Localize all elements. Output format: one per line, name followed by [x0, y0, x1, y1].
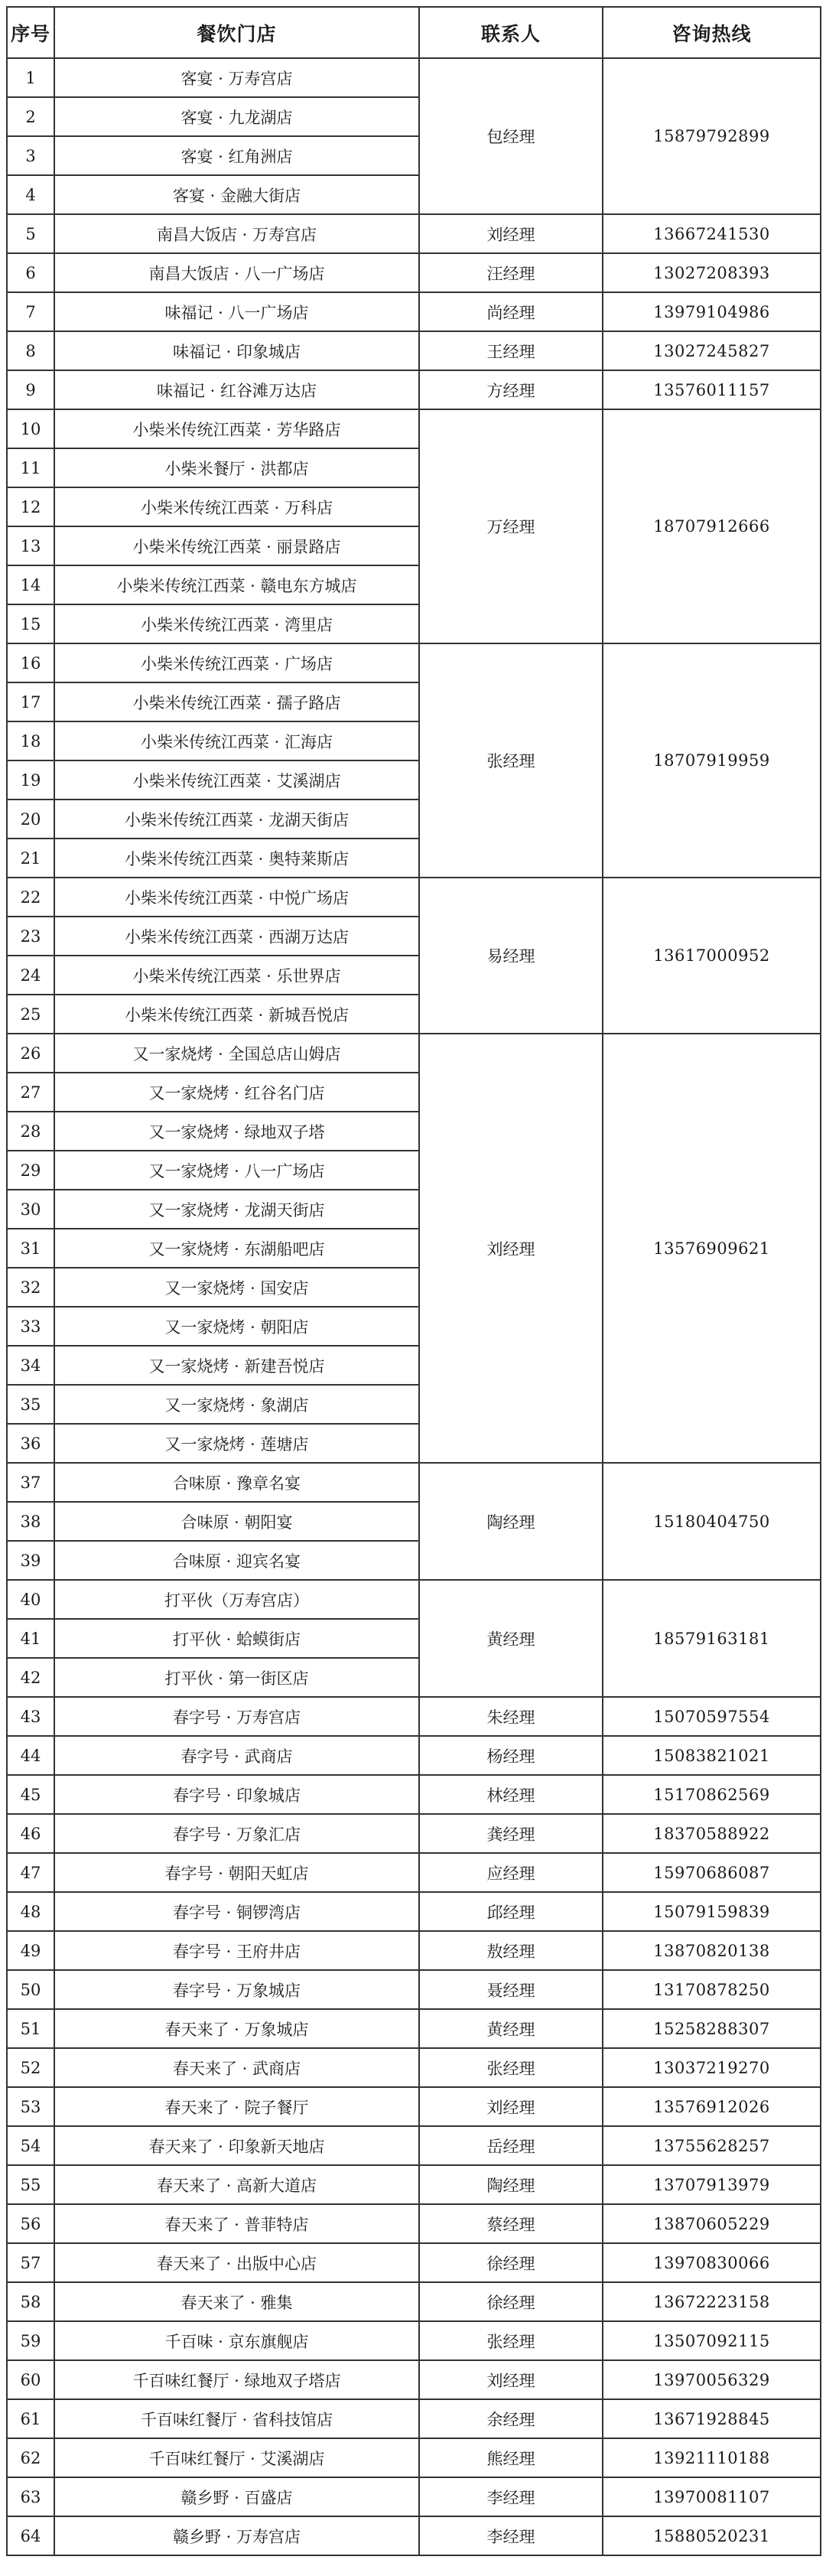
serial-number-cell: 54 — [7, 2126, 54, 2165]
serial-number-cell: 1 — [7, 58, 54, 97]
table-row — [7, 331, 821, 370]
store-name-cell: 又一家烧烤 · 象湖店 — [54, 1385, 419, 1424]
serial-number-cell: 18 — [7, 721, 54, 760]
store-name-cell: 春天来了 · 武商店 — [54, 2048, 419, 2087]
restaurant-contact-table — [6, 6, 821, 2556]
hotline-cell: 13576912026 — [603, 2087, 821, 2126]
hotline-cell: 13707913979 — [603, 2165, 821, 2204]
serial-number-cell: 50 — [7, 1970, 54, 2009]
contact-person-cell: 邱经理 — [419, 1892, 603, 1931]
hotline-cell: 13170878250 — [603, 1970, 821, 2009]
store-name-cell: 赣乡野 · 万寿宫店 — [54, 2516, 419, 2555]
store-name-cell: 客宴 · 万寿宫店 — [54, 58, 419, 97]
serial-number-cell: 48 — [7, 1892, 54, 1931]
serial-number-cell: 10 — [7, 409, 54, 448]
serial-number-cell: 6 — [7, 253, 54, 292]
contact-person-cell: 蔡经理 — [419, 2204, 603, 2243]
serial-number-cell: 49 — [7, 1931, 54, 1970]
header-restaurant-store: 餐饮门店 — [54, 7, 419, 58]
store-name-cell: 又一家烧烤 · 八一广场店 — [54, 1151, 419, 1190]
store-name-cell: 南昌大饭店 · 八一广场店 — [54, 253, 419, 292]
serial-number-cell: 2 — [7, 97, 54, 136]
contact-person-cell: 黄经理 — [419, 1580, 603, 1697]
serial-number-cell: 9 — [7, 370, 54, 409]
store-name-cell: 小柴米传统江西菜 · 广场店 — [54, 643, 419, 682]
serial-number-cell: 16 — [7, 643, 54, 682]
table-row — [7, 2204, 821, 2243]
contact-person-cell: 李经理 — [419, 2516, 603, 2555]
hotline-cell: 15083821021 — [603, 1736, 821, 1775]
table-row — [7, 1814, 821, 1853]
hotline-cell: 13667241530 — [603, 214, 821, 253]
table-row — [7, 2399, 821, 2438]
store-name-cell: 客宴 · 九龙湖店 — [54, 97, 419, 136]
hotline-cell: 13979104986 — [603, 292, 821, 331]
serial-number-cell: 39 — [7, 1541, 54, 1580]
hotline-cell: 13755628257 — [603, 2126, 821, 2165]
store-name-cell: 又一家烧烤 · 莲塘店 — [54, 1424, 419, 1463]
hotline-cell: 18579163181 — [603, 1580, 821, 1697]
table-row — [7, 2243, 821, 2282]
store-name-cell: 春字号 · 铜锣湾店 — [54, 1892, 419, 1931]
serial-number-cell: 62 — [7, 2438, 54, 2477]
table-row — [7, 2438, 821, 2477]
hotline-cell: 15079159839 — [603, 1892, 821, 1931]
hotline-cell: 15879792899 — [603, 58, 821, 214]
serial-number-cell: 14 — [7, 565, 54, 604]
store-name-cell: 春天来了 · 出版中心店 — [54, 2243, 419, 2282]
serial-number-cell: 51 — [7, 2009, 54, 2048]
serial-number-cell: 27 — [7, 1073, 54, 1112]
table-row — [7, 2282, 821, 2321]
store-name-cell: 又一家烧烤 · 红谷名门店 — [54, 1073, 419, 1112]
store-name-cell: 客宴 · 金融大街店 — [54, 175, 419, 214]
serial-number-cell: 35 — [7, 1385, 54, 1424]
serial-number-cell: 42 — [7, 1658, 54, 1697]
store-name-cell: 打平伙（万寿宫店） — [54, 1580, 419, 1619]
hotline-cell: 18370588922 — [603, 1814, 821, 1853]
store-name-cell: 小柴米传统江西菜 · 孺子路店 — [54, 682, 419, 721]
table-row — [7, 214, 821, 253]
hotline-cell: 15180404750 — [603, 1463, 821, 1580]
store-name-cell: 小柴米传统江西菜 · 艾溪湖店 — [54, 760, 419, 800]
table-row — [7, 643, 821, 682]
store-name-cell: 味福记 · 印象城店 — [54, 331, 419, 370]
hotline-cell: 13027208393 — [603, 253, 821, 292]
contact-person-cell: 刘经理 — [419, 2360, 603, 2399]
header-contact-person: 联系人 — [419, 7, 603, 58]
serial-number-cell: 21 — [7, 839, 54, 878]
serial-number-cell: 4 — [7, 175, 54, 214]
hotline-cell: 18707919959 — [603, 643, 821, 878]
store-name-cell: 又一家烧烤 · 国安店 — [54, 1268, 419, 1307]
store-name-cell: 春字号 · 印象城店 — [54, 1775, 419, 1814]
serial-number-cell: 7 — [7, 292, 54, 331]
contact-person-cell: 方经理 — [419, 370, 603, 409]
contact-person-cell: 王经理 — [419, 331, 603, 370]
serial-number-cell: 29 — [7, 1151, 54, 1190]
hotline-cell: 13671928845 — [603, 2399, 821, 2438]
serial-number-cell: 33 — [7, 1307, 54, 1346]
hotline-cell: 13921110188 — [603, 2438, 821, 2477]
table-row — [7, 1775, 821, 1814]
contact-person-cell: 熊经理 — [419, 2438, 603, 2477]
table-body — [7, 58, 821, 2555]
hotline-cell: 15170862569 — [603, 1775, 821, 1814]
contact-person-cell: 张经理 — [419, 2048, 603, 2087]
table-row — [7, 878, 821, 917]
store-name-cell: 小柴米传统江西菜 · 汇海店 — [54, 721, 419, 760]
contact-person-cell: 应经理 — [419, 1853, 603, 1892]
store-name-cell: 小柴米传统江西菜 · 赣电东方城店 — [54, 565, 419, 604]
table-row — [7, 2165, 821, 2204]
contact-person-cell: 包经理 — [419, 58, 603, 214]
store-name-cell: 春天来了 · 万象城店 — [54, 2009, 419, 2048]
table-header — [7, 7, 821, 58]
store-name-cell: 春字号 · 武商店 — [54, 1736, 419, 1775]
hotline-cell: 13576011157 — [603, 370, 821, 409]
serial-number-cell: 43 — [7, 1697, 54, 1736]
serial-number-cell: 45 — [7, 1775, 54, 1814]
store-name-cell: 味福记 · 八一广场店 — [54, 292, 419, 331]
serial-number-cell: 59 — [7, 2321, 54, 2360]
table-row — [7, 1853, 821, 1892]
store-name-cell: 千百味红餐厅 · 艾溪湖店 — [54, 2438, 419, 2477]
serial-number-cell: 60 — [7, 2360, 54, 2399]
table-row — [7, 1970, 821, 2009]
serial-number-cell: 23 — [7, 917, 54, 956]
serial-number-cell: 22 — [7, 878, 54, 917]
table-row — [7, 253, 821, 292]
contact-person-cell: 朱经理 — [419, 1697, 603, 1736]
serial-number-cell: 31 — [7, 1229, 54, 1268]
serial-number-cell: 32 — [7, 1268, 54, 1307]
contact-person-cell: 龚经理 — [419, 1814, 603, 1853]
serial-number-cell: 8 — [7, 331, 54, 370]
table-row — [7, 370, 821, 409]
table-row — [7, 2126, 821, 2165]
contact-person-cell: 尚经理 — [419, 292, 603, 331]
table-row — [7, 2360, 821, 2399]
store-name-cell: 春天来了 · 院子餐厅 — [54, 2087, 419, 2126]
serial-number-cell: 34 — [7, 1346, 54, 1385]
contact-person-cell: 刘经理 — [419, 1034, 603, 1463]
contact-person-cell: 万经理 — [419, 409, 603, 643]
table-row — [7, 2087, 821, 2126]
store-name-cell: 小柴米传统江西菜 · 乐世界店 — [54, 956, 419, 995]
serial-number-cell: 12 — [7, 487, 54, 526]
store-name-cell: 春字号 · 万象汇店 — [54, 1814, 419, 1853]
hotline-cell: 15970686087 — [603, 1853, 821, 1892]
hotline-cell: 13576909621 — [603, 1034, 821, 1463]
hotline-cell: 15258288307 — [603, 2009, 821, 2048]
serial-number-cell: 26 — [7, 1034, 54, 1073]
store-name-cell: 小柴米传统江西菜 · 西湖万达店 — [54, 917, 419, 956]
contact-person-cell: 汪经理 — [419, 253, 603, 292]
store-name-cell: 春字号 · 朝阳天虹店 — [54, 1853, 419, 1892]
store-name-cell: 客宴 · 红角洲店 — [54, 136, 419, 175]
contact-person-cell: 岳经理 — [419, 2126, 603, 2165]
serial-number-cell: 46 — [7, 1814, 54, 1853]
hotline-cell: 13617000952 — [603, 878, 821, 1034]
contact-person-cell: 黄经理 — [419, 2009, 603, 2048]
header-serial-number: 序号 — [7, 7, 54, 58]
contact-person-cell: 徐经理 — [419, 2282, 603, 2321]
serial-number-cell: 17 — [7, 682, 54, 721]
table-row — [7, 1892, 821, 1931]
contact-person-cell: 刘经理 — [419, 214, 603, 253]
header-row — [7, 7, 821, 58]
store-name-cell: 千百味红餐厅 · 省科技馆店 — [54, 2399, 419, 2438]
store-name-cell: 味福记 · 红谷滩万达店 — [54, 370, 419, 409]
store-name-cell: 又一家烧烤 · 新建吾悦店 — [54, 1346, 419, 1385]
hotline-cell: 13970056329 — [603, 2360, 821, 2399]
serial-number-cell: 53 — [7, 2087, 54, 2126]
serial-number-cell: 63 — [7, 2477, 54, 2516]
store-name-cell: 春天来了 · 高新大道店 — [54, 2165, 419, 2204]
store-name-cell: 小柴米传统江西菜 · 奥特莱斯店 — [54, 839, 419, 878]
contact-person-cell: 徐经理 — [419, 2243, 603, 2282]
serial-number-cell: 40 — [7, 1580, 54, 1619]
table-row — [7, 1931, 821, 1970]
store-name-cell: 春天来了 · 印象新天地店 — [54, 2126, 419, 2165]
table-row — [7, 292, 821, 331]
store-name-cell: 春字号 · 王府井店 — [54, 1931, 419, 1970]
store-name-cell: 小柴米餐厅 · 洪都店 — [54, 448, 419, 487]
hotline-cell: 13870820138 — [603, 1931, 821, 1970]
table-row — [7, 2048, 821, 2087]
store-name-cell: 春天来了 · 雅集 — [54, 2282, 419, 2321]
store-name-cell: 又一家烧烤 · 朝阳店 — [54, 1307, 419, 1346]
store-name-cell: 小柴米传统江西菜 · 万科店 — [54, 487, 419, 526]
serial-number-cell: 36 — [7, 1424, 54, 1463]
hotline-cell: 13970081107 — [603, 2477, 821, 2516]
store-name-cell: 小柴米传统江西菜 · 湾里店 — [54, 604, 419, 643]
serial-number-cell: 58 — [7, 2282, 54, 2321]
table-row — [7, 58, 821, 97]
serial-number-cell: 41 — [7, 1619, 54, 1658]
header-hotline: 咨询热线 — [603, 7, 821, 58]
table-row — [7, 2009, 821, 2048]
store-name-cell: 小柴米传统江西菜 · 龙湖天街店 — [54, 800, 419, 839]
store-name-cell: 打平伙 · 第一街区店 — [54, 1658, 419, 1697]
store-name-cell: 春天来了 · 普菲特店 — [54, 2204, 419, 2243]
serial-number-cell: 44 — [7, 1736, 54, 1775]
hotline-cell: 13027245827 — [603, 331, 821, 370]
serial-number-cell: 57 — [7, 2243, 54, 2282]
table-row — [7, 1697, 821, 1736]
store-name-cell: 春字号 · 万寿宫店 — [54, 1697, 419, 1736]
hotline-cell: 15880520231 — [603, 2516, 821, 2555]
table-row — [7, 409, 821, 448]
serial-number-cell: 61 — [7, 2399, 54, 2438]
hotline-cell: 13037219270 — [603, 2048, 821, 2087]
serial-number-cell: 55 — [7, 2165, 54, 2204]
contact-person-cell: 林经理 — [419, 1775, 603, 1814]
store-name-cell: 又一家烧烤 · 绿地双子塔 — [54, 1112, 419, 1151]
store-name-cell: 春字号 · 万象城店 — [54, 1970, 419, 2009]
table-row — [7, 1463, 821, 1502]
hotline-cell: 13507092115 — [603, 2321, 821, 2360]
store-name-cell: 小柴米传统江西菜 · 新城吾悦店 — [54, 995, 419, 1034]
store-name-cell: 南昌大饭店 · 万寿宫店 — [54, 214, 419, 253]
serial-number-cell: 5 — [7, 214, 54, 253]
hotline-cell: 15070597554 — [603, 1697, 821, 1736]
serial-number-cell: 25 — [7, 995, 54, 1034]
store-name-cell: 赣乡野 · 百盛店 — [54, 2477, 419, 2516]
table-row — [7, 2477, 821, 2516]
store-name-cell: 小柴米传统江西菜 · 中悦广场店 — [54, 878, 419, 917]
store-name-cell: 合味原 · 豫章名宴 — [54, 1463, 419, 1502]
contact-person-cell: 张经理 — [419, 2321, 603, 2360]
contact-person-cell: 敖经理 — [419, 1931, 603, 1970]
serial-number-cell: 3 — [7, 136, 54, 175]
store-name-cell: 又一家烧烤 · 全国总店山姆店 — [54, 1034, 419, 1073]
serial-number-cell: 13 — [7, 526, 54, 565]
store-name-cell: 合味原 · 朝阳宴 — [54, 1502, 419, 1541]
store-name-cell: 又一家烧烤 · 东湖船吧店 — [54, 1229, 419, 1268]
serial-number-cell: 15 — [7, 604, 54, 643]
hotline-cell: 13672223158 — [603, 2282, 821, 2321]
table-row — [7, 2321, 821, 2360]
contact-person-cell: 易经理 — [419, 878, 603, 1034]
contact-person-cell: 张经理 — [419, 643, 603, 878]
contact-person-cell: 陶经理 — [419, 1463, 603, 1580]
store-name-cell: 又一家烧烤 · 龙湖天街店 — [54, 1190, 419, 1229]
store-name-cell: 千百味红餐厅 · 绿地双子塔店 — [54, 2360, 419, 2399]
serial-number-cell: 28 — [7, 1112, 54, 1151]
contact-person-cell: 陶经理 — [419, 2165, 603, 2204]
serial-number-cell: 64 — [7, 2516, 54, 2555]
serial-number-cell: 24 — [7, 956, 54, 995]
table-row — [7, 2516, 821, 2555]
hotline-cell: 18707912666 — [603, 409, 821, 643]
contact-person-cell: 聂经理 — [419, 1970, 603, 2009]
serial-number-cell: 47 — [7, 1853, 54, 1892]
contact-person-cell: 李经理 — [419, 2477, 603, 2516]
serial-number-cell: 20 — [7, 800, 54, 839]
serial-number-cell: 38 — [7, 1502, 54, 1541]
serial-number-cell: 37 — [7, 1463, 54, 1502]
serial-number-cell: 19 — [7, 760, 54, 800]
serial-number-cell: 56 — [7, 2204, 54, 2243]
store-name-cell: 小柴米传统江西菜 · 丽景路店 — [54, 526, 419, 565]
contact-person-cell: 刘经理 — [419, 2087, 603, 2126]
table-row — [7, 1580, 821, 1619]
contact-person-cell: 余经理 — [419, 2399, 603, 2438]
serial-number-cell: 52 — [7, 2048, 54, 2087]
store-name-cell: 合味原 · 迎宾名宴 — [54, 1541, 419, 1580]
table-row — [7, 1034, 821, 1073]
contact-person-cell: 杨经理 — [419, 1736, 603, 1775]
store-name-cell: 打平伙 · 蛤蟆街店 — [54, 1619, 419, 1658]
store-name-cell: 小柴米传统江西菜 · 芳华路店 — [54, 409, 419, 448]
serial-number-cell: 30 — [7, 1190, 54, 1229]
serial-number-cell: 11 — [7, 448, 54, 487]
hotline-cell: 13970830066 — [603, 2243, 821, 2282]
hotline-cell: 13870605229 — [603, 2204, 821, 2243]
store-name-cell: 千百味 · 京东旗舰店 — [54, 2321, 419, 2360]
table-row — [7, 1736, 821, 1775]
